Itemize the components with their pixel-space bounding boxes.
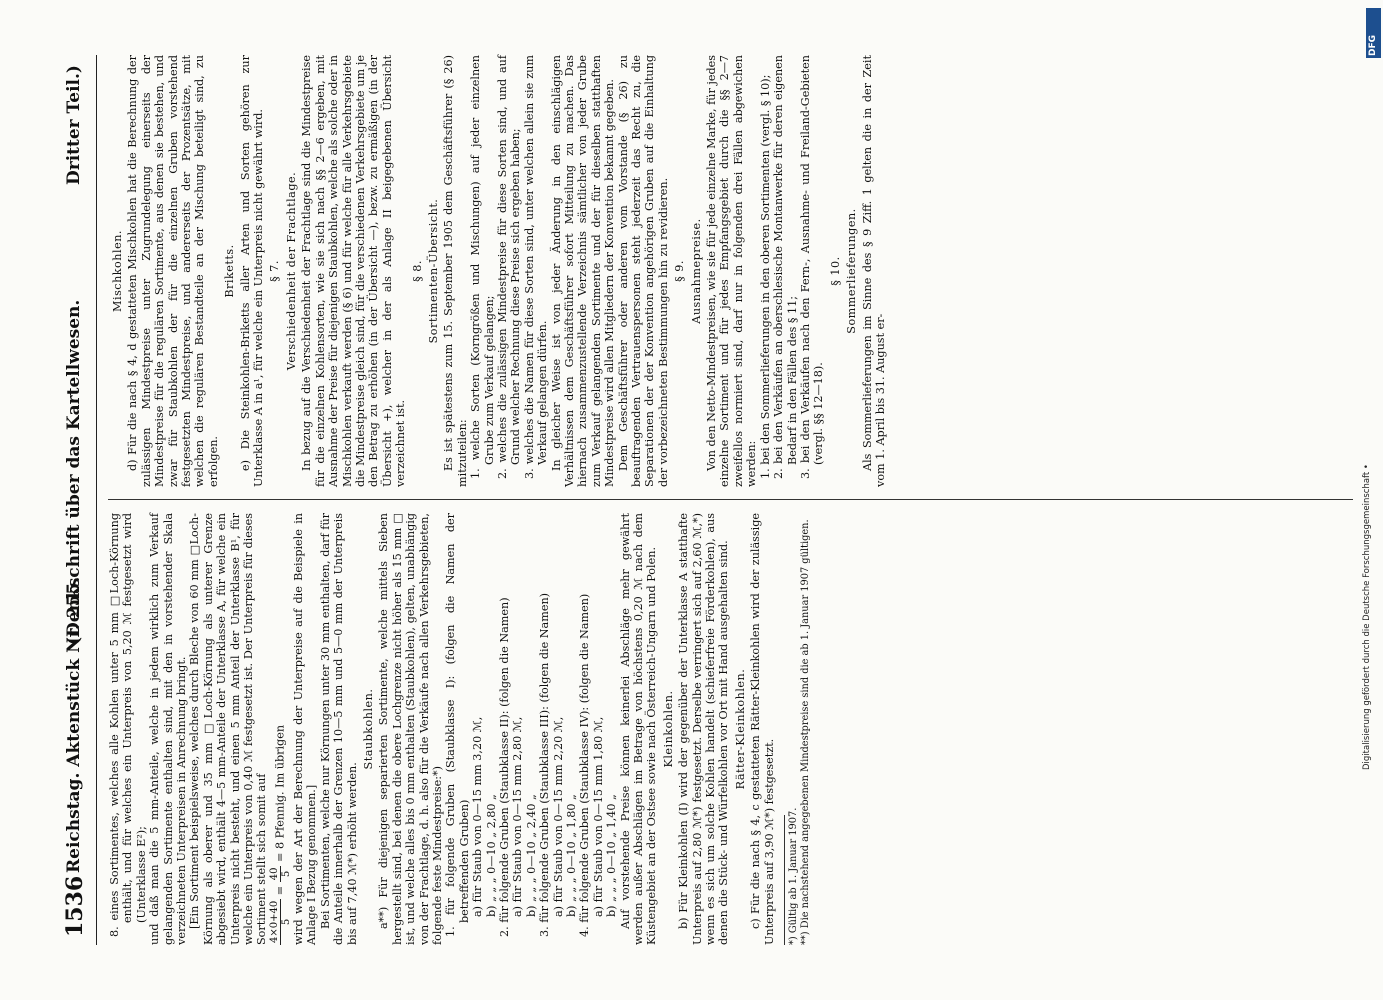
paragraph: a**) Für diejenigen separierten Sortimente, welche mittels Sieben hergestellt sind, bei denen die obere Lochgrenze nicht höher als 15 mm □ ist, und welche alles bis 0 mm enthalten (Staubkohlen), gelten, unabhängig von der Frachtlage, d. h. also für die Verkäufe nach allen Verkehrsgebieten, folgende feste Mindestpreise:*) [377,513,444,945]
paragraph: Von den Netto-Mindestpreisen, wie sie für jede einzelne Marke, für jedes einzelne Sortiment und für jedes Empfangsgebiet durch die §§ 2—7 zweifellos normiert sind, darf nur in folgenden drei Fällen abgewichen werden: [705,55,759,487]
list-subitem: b) „ „ „ 0—10 „ 2,80 „ [484,794,498,917]
paragraph: c) Für die nach § 4, c gestatteten Rätter-Kleinkohlen wird der zulässige Unterpreis auf 3,90 ℳ*) festgesetzt. [749,513,776,945]
column-divider [108,499,1353,500]
paragraph: und daß man die 5 mm-Anteile, welche in jedem wirklich zum Verkauf gelangenden Sortimente enthalten sind, mit den in vorstehender Skala verzeichneten Unterpreisen in Anrechnung bringt. [148,513,189,945]
section-heading: Kleinkohlen. [661,690,675,768]
list-subitem: a) für Staub von 0—15 mm 1,80 ℳ, [591,716,605,917]
section-heading: Staubkohlen. [361,688,375,770]
right-column [108,55,887,487]
list-item: 1. für folgende Gruben (Staubklasse I): (folgen die Namen der betreffenden Gruben) [444,513,471,937]
header-center-title: (Denkschrift über das Kartellwesen. [64,299,84,645]
list-subitem: a) für Staub von 0—15 mm 2,80 ℳ, [511,716,525,917]
left-column [108,513,812,945]
section-heading: Rätter-Kleinkohlen. [733,668,747,790]
digitization-credit [1348,70,1376,770]
paragraph: Es ist spätestens zum 15. September 1905 dem Geschäftsführer (§ 26) mitzuteilen: [442,55,469,487]
paragraph: Auf vorstehende Preise können keinerlei Abschläge mehr gewährt werden außer Abschlägen im Betrage von höchstens 0,20 ℳ nach dem Küstengebiet an der Ostsee sowie nach Österreich-Ungarn und Polen. [618,513,659,945]
section-heading: Briketts. [223,244,237,298]
footnote: *) Gültig ab 1. Januar 1907. [788,807,800,945]
list-item: 2. bei den Verkäufen an oberschlesische Montanwerke für deren eigenen Bedarf in den Fällen des § 11; [772,55,799,479]
list-subitem: b) „ „ „ 0—10 „ 1,80 „ [565,794,578,917]
section-heading: Ausnahmepreise. [689,218,703,324]
paragraph: d) Für die nach § 4, d gestatteten Mischkohlen hat die Berechnung der zulässigen Mindestpreise unter Zugrundelegung einerseits der Mindestpreise für die regulären Sortimente, aus denen sie bestehen, und zwar für Staubkohlen der für die einzelnen Gruben vorstehend festgesetzten Mindestpreise, und andererseits der Prozentsätze, mit welchen die regulären Bestandteile an der Mischung beteiligt sind, zu erfolgen. [126,55,220,487]
paragraph: b) Für Kleinkohlen (I) wird der gegenüber der Unterklasse A statthafte Unterpreis auf 2,80 ℳ*) festgesetzt. Derselbe verringert sich auf 2,60 ℳ,*) wenn es sich um solche Kohlen handelt (schieferfreie Förderkohlen), aus denen die Stück- und Würfelkohlen vor Ort mit Hand ausgehalten sind. [677,513,731,945]
section-number: § 10. [828,256,842,286]
paragraph: 8. eines Sortimentes, welches alle Kohlen unter 5 mm □Loch-Körnung enthält, und für welches ein Unterpreis von 5,20 ℳ festgesetzt wird (Unterklasse E²); [108,513,148,937]
section-number: § 8. [410,260,424,282]
paragraph: Als Sommerlieferungen im Sinne des § 9 Ziff. 1 gelten die in der Zeit vom 1. April bis 31. August er- [860,55,887,487]
list-item: 3. für folgende Gruben (Staubklasse III): (folgen die Namen) [538,592,552,937]
section-heading: Sortimenten-Übersicht. [426,198,440,344]
header-left-title: Reichstag. Aktenstück Nr. 255. [64,576,84,873]
list-subitem: a) für Staub von 0—15 mm 2,20 ℳ, [551,716,565,917]
paragraph: In bezug auf die Verschiedenheit der Frachtlage sind die Mindestpreise für die einzelnen Kohlensorten, wie sie sich nach §§ 2—6 ergeben, mit Ausnahme der Preise für diejenigen Staubkohlen, welche als solche oder in Mischkohlen verkauft werden (§ 6) und für welche für alle Verkehrsgebiete die Mindestpreise gleich sind, für die verschiedenen Verkehrsgebiete um je den Betrag zu erhöhen (in der Übersicht —), bezw. zu ermäßigen (in der Übersicht +), welcher in der als Anlage II beigegebenen Übersicht verzeichnet ist. [300,55,408,487]
dfg-logo [1366,8,1381,58]
paragraph: wird wegen der Art der Berechnung der Unterpreise auf die Beispiele in Anlage I Bezug genommen.] [291,513,319,945]
list-item: 2. welches die zulässigen Mindestpreise für diese Sorten sind, und auf Grund welcher Rechnung diese Preise sich ergeben haben; [495,55,523,479]
document-page [50,55,1365,945]
paragraph: Dem Geschäftsführer oder anderen vom Vorstande (§ 26) zu beauftragenden Vertrauenspersonen steht jederzeit das Recht zu, die Separationen der der Konvention angehörigen Gruben auf die Einhaltung der vorbezeichneten Bestimmungen hin zu revidieren. [616,55,670,487]
credit-text: Digitalisierung gefördert durch die Deutsche Forschungsgemeinschaft • [1362,464,1372,770]
page-header [50,55,96,945]
list-item: 2. für folgende Gruben (Staubklasse II): (folgen die Namen) [497,597,511,937]
list-subitem: b) „ „ „ 0—10 „ 2,40 „ [524,794,538,917]
paragraph: [Ein Sortiment beispielsweise, welches durch Bleche von 60 mm □Loch-Körnung als oberer und 35 mm □Loch-Körnung als unterer Grenze abgesiebt wird, enthält 4—5 mm-Anteile der Unterklasse A, für welche ein Unterpreis nicht besteht, und einen 5 mm Anteil der Unterklasse B¹, für welche ein Unterpreis von 0,40 ℳ festgesetzt ist. Der Unterpreis für dieses Sortiment stellt sich somit auf [188,513,269,945]
list-item: 1. bei den Sommerlieferungen in den oberen Sortimenten (vergl. § 10); [758,74,772,479]
section-heading: Mischkohlen. [111,230,124,312]
list-subitem: a) für Staub von 0—15 mm 3,20 ℳ, [471,716,485,917]
footnote-rule [784,815,785,945]
fraction: 40 5 [268,867,292,881]
paragraph: In gleicher Weise ist von jeder Änderung in den einschlägigen Verhältnissen dem Geschäftsführer sofort Mitteilung zu machen. Das hiernach zusammenzustellende Verzeichnis sämtlicher von jeder Grube zum Verkauf gelangenden Sortimente und der für dieselben statthaften Mindestpreise wird allen Mitgliedern der Konvention bekannt gegeben. [549,55,617,487]
paragraph: e) Die Steinkohlen-Briketts aller Arten und Sorten gehören zur Unterklasse A in a¹, für welche ein Unterpreis nicht gewährt wird. [238,55,266,487]
fraction: 4×0+40 5 [268,900,292,943]
section-heading: Verschiedenheit der Frachtlage. [284,171,298,371]
list-item: 3. welches die Namen für diese Sorten sind, unter welchen allein sie zum Verkauf gelangen dürfen. [522,55,550,479]
page-number: 1536 [62,875,88,937]
section-number: § 9. [673,260,687,282]
list-item: 4. für folgende Gruben (Staubklasse IV): (folgen die Namen) [578,593,592,937]
formula-line: 4×0+40 5 = 40 5 = 8 Pfennig. Im übrigen [268,724,292,943]
header-rule [96,55,97,945]
list-subitem: b) „ „ „ 0—10 „ 1,40 „ [605,794,619,917]
list-item: 3. bei den Verkäufen nach den Fern-, Ausnahme- und Freiland-Gebieten (vergl. §§ 12—18). [798,55,826,479]
formula-result: = 8 Pfennig. Im übrigen [273,724,287,862]
dfg-logo-text: DFG [1368,34,1378,56]
footnote: **) Die nachstehend angegebenen Mindestpreise sind die ab 1. Januar 1907 gültigen. [800,519,812,945]
list-item: 1. welche Sorten (Korngrößen und Mischungen) auf jeder einzelnen Grube zum Verkauf gelangen; [469,55,496,479]
header-right-title: Dritter Teil.) [64,65,84,185]
section-number: § 7. [268,260,282,282]
paragraph: Bei Sortimenten, welche nur Körnungen unter 30 mm enthalten, darf für die Anteile innerhalb der Grenzen 10—5 mm und 5—0 mm der Unterpreis bis auf 7,40 ℳ*) erhöht werden. [318,513,359,945]
section-heading: Sommerlieferungen. [845,208,859,334]
